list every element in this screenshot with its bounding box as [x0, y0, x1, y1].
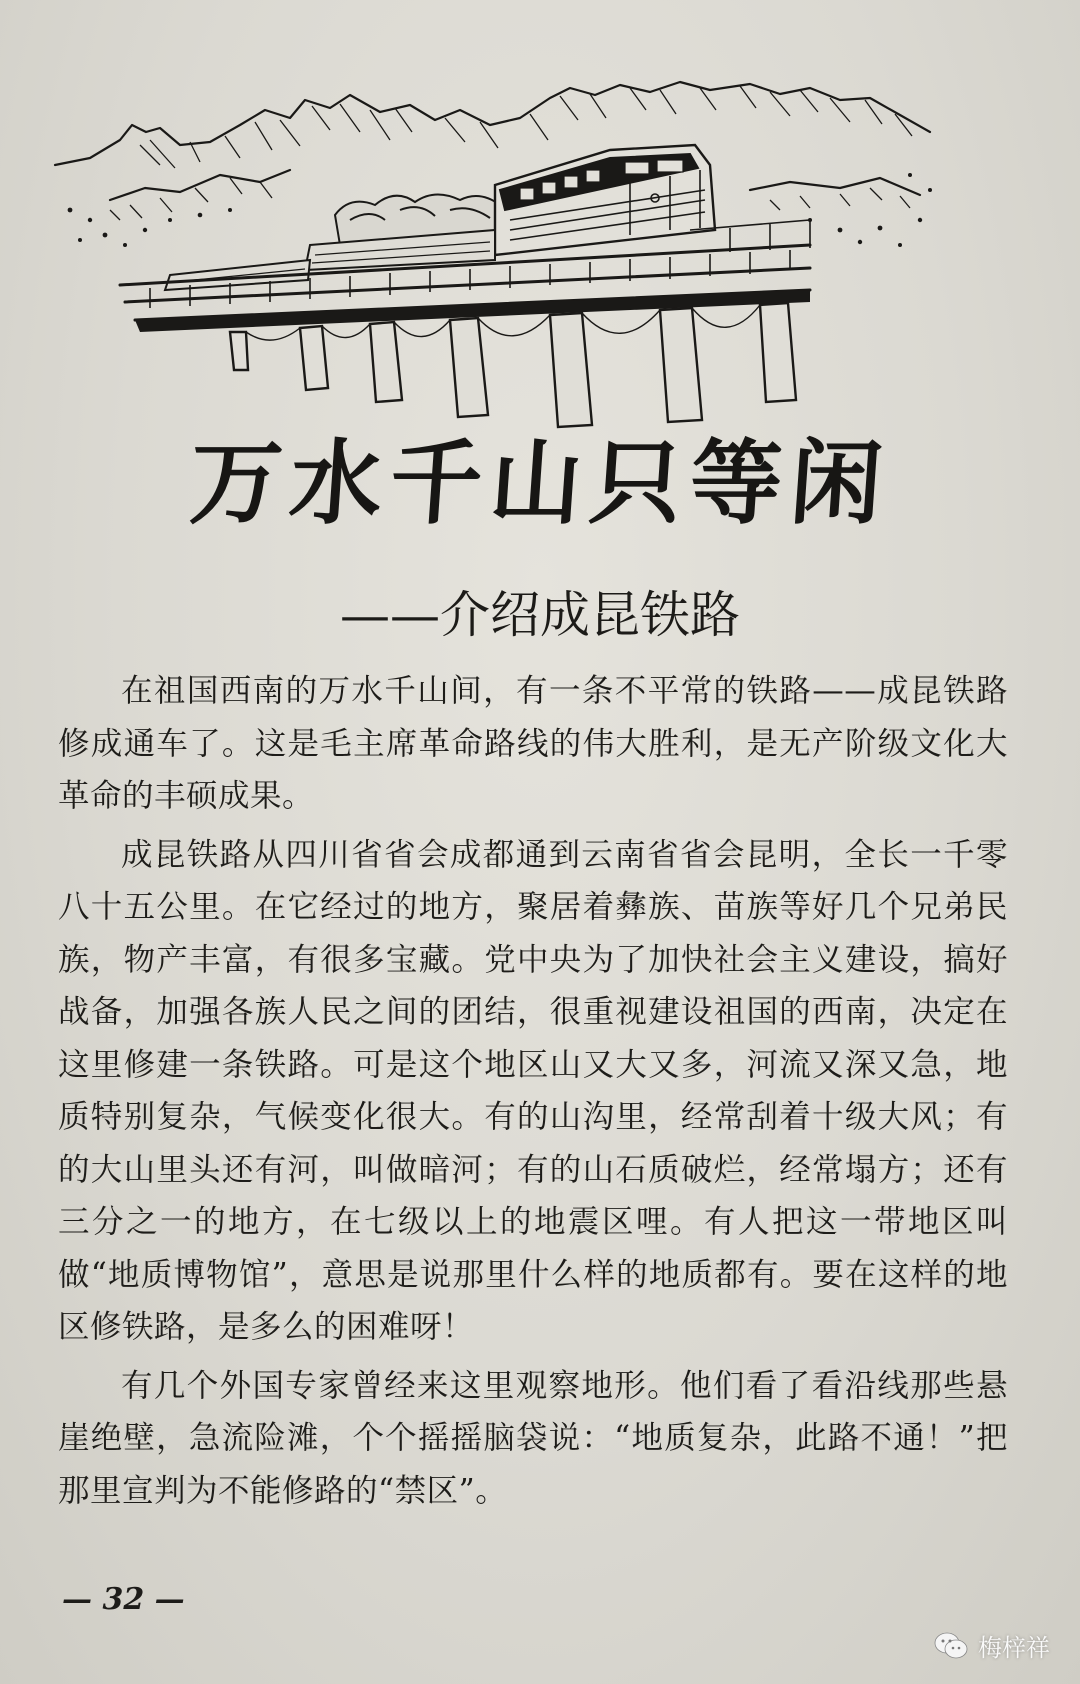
- article-subtitle: ——介绍成昆铁路: [340, 586, 740, 644]
- paragraph-1: 在祖国西南的万水千山间，有一条不平常的铁路——成昆铁路修成通车了。这是毛主席革命路线的伟大胜利，是无产阶级文化大革命的丰硕成果。: [58, 673, 1008, 814]
- paragraph-2: 成昆铁路从四川省省会成都通到云南省省会昆明，全长一千零八十五公里。在它经过的地方，聚居着彝族、苗族等好几个兄弟民族，物产丰富，有很多宝藏。党中央为了加快社会主义建设，搞好战备，加强各族人民之间的团结，很重视建设祖国的西南，决定在这里修建一条铁路。可是这个地区山又大又多，河流又深又急，地质特别复杂，气候变化很大。有的山沟里，经常刮着十级大风；有的大山里头还有河，叫做暗河；有的山石质破烂，经常塌方；还有三分之一的地方，在七级以上的地震区哩。有人把这一带地区叫做“地质博物馆”，意思是说那里什么样的地质都有。要在这样的地区修铁路，是多么的困难呀！: [58, 836, 1008, 1345]
- page-number: — 32 —: [62, 1582, 185, 1617]
- wechat-icon: [934, 1632, 968, 1660]
- article-body: [58, 665, 1008, 1523]
- watermark-text: 梅梓祥: [978, 1634, 1050, 1662]
- watermark: [934, 1628, 1050, 1663]
- train-bridge-illustration: [50, 70, 1010, 430]
- article-title: 万水千山只等闲: [186, 430, 894, 537]
- paragraph-3: 有几个外国专家曾经来这里观察地形。他们看了看沿线那些悬崖绝壁，急流险滩，个个摇摇脑袋说：“地质复杂，此路不通！”把那里宣判为不能修路的“禁区”。: [58, 1367, 1008, 1509]
